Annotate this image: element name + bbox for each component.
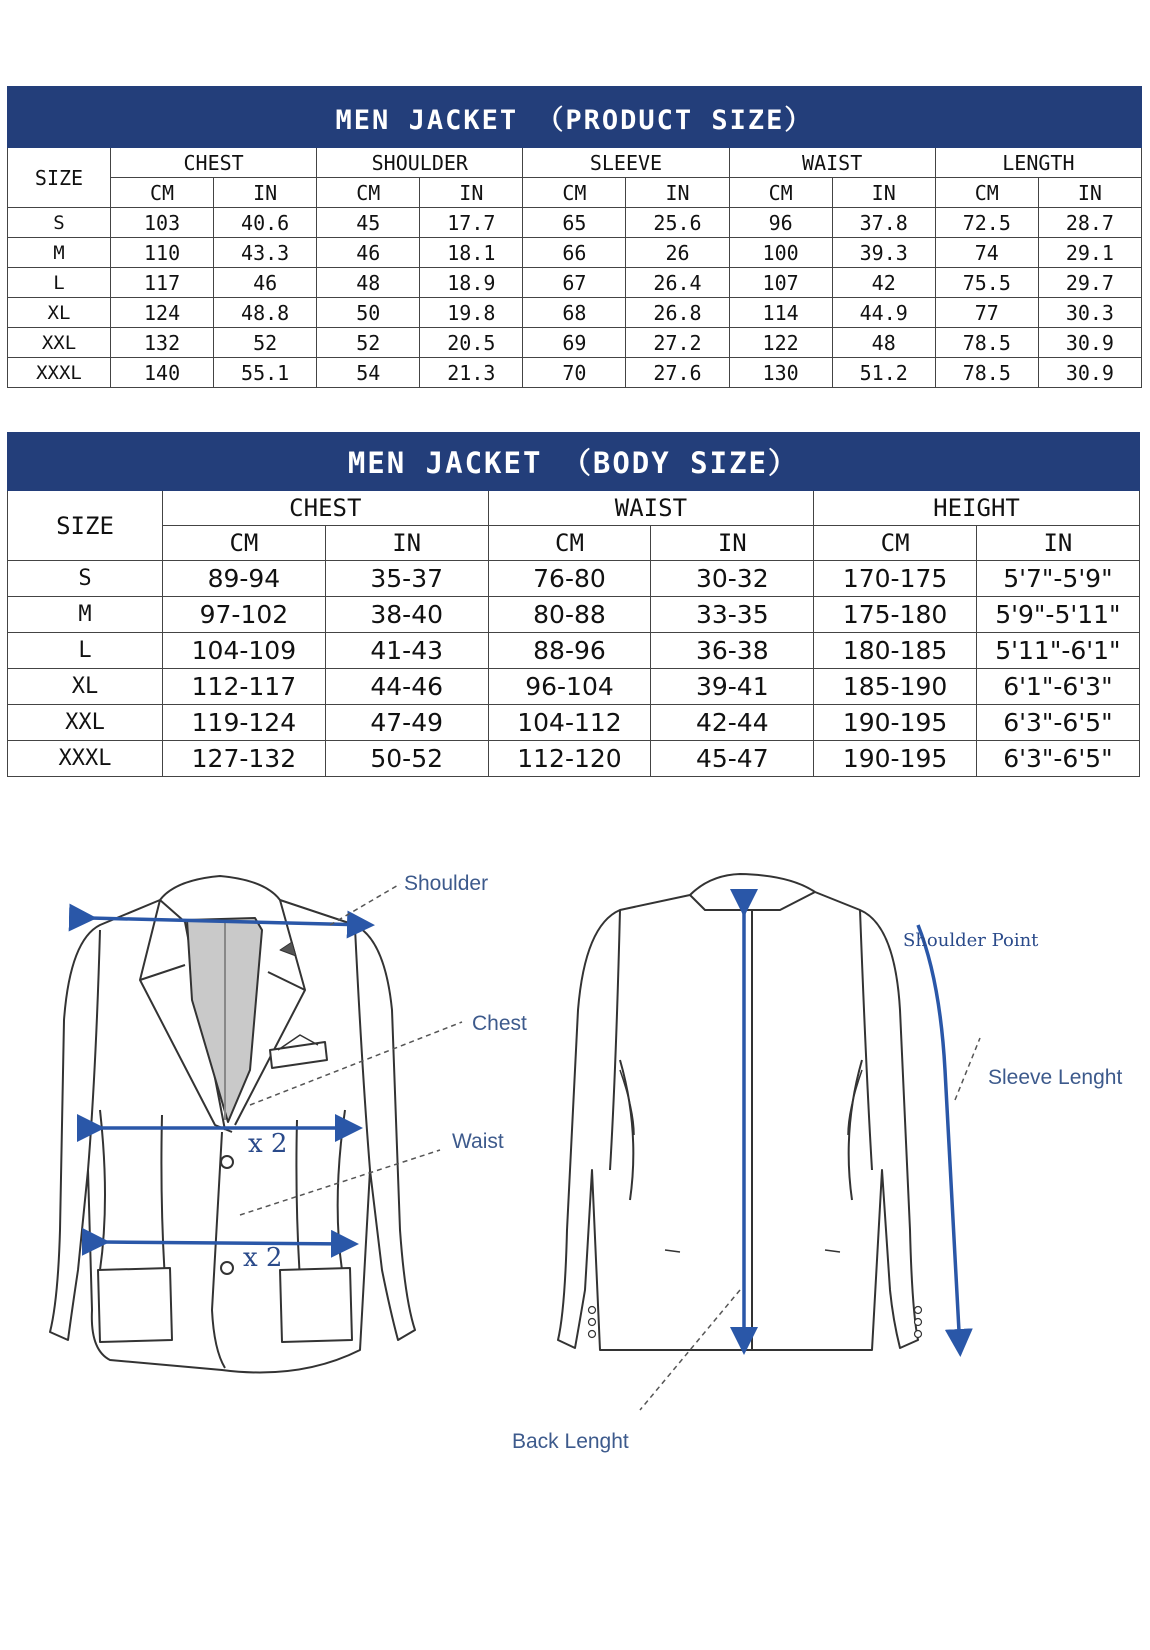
label-chest-multiplier: x 2 [248,1129,288,1159]
product-cell: 20.5 [420,328,523,358]
product-unit-waist-cm: CM [729,178,832,208]
sleeve-length-measure-line [918,925,960,1350]
product-table-row [8,298,1142,328]
product-unit-chest-in: IN [214,178,317,208]
product-cell: 46 [214,268,317,298]
product-unit-shoulder-cm: CM [317,178,420,208]
product-cell: 30.3 [1038,298,1141,328]
body-cell: 6'3"-6'5" [976,741,1139,777]
waist-measure-line [103,1242,352,1244]
product-cell: 21.3 [420,358,523,388]
product-table-row [8,328,1142,358]
body-row-size: L [8,633,163,669]
body-table-title: MEN JACKET （BODY SIZE） [8,433,1140,491]
product-cell: 72.5 [935,208,1038,238]
product-cell: 51.2 [832,358,935,388]
body-cell: 44-46 [325,669,488,705]
product-row-size: XXXL [8,358,111,388]
body-table-row [8,633,1140,669]
body-row-size: M [8,597,163,633]
product-row-size: S [8,208,111,238]
product-cell: 117 [111,268,214,298]
label-waist-multiplier: x 2 [243,1243,283,1273]
body-table-row [8,741,1140,777]
label-shoulder-point: Shoulder Point [903,930,1039,951]
product-cell: 66 [523,238,626,268]
body-cell: 45-47 [651,741,814,777]
product-cell: 40.6 [214,208,317,238]
body-cell: 36-38 [651,633,814,669]
product-cell: 27.2 [626,328,729,358]
body-cell: 127-132 [163,741,326,777]
body-group-height: HEIGHT [814,491,1140,526]
body-table-row [8,705,1140,741]
body-cell: 80-88 [488,597,651,633]
product-cell: 44.9 [832,298,935,328]
body-cell: 35-37 [325,561,488,597]
product-cell: 52 [317,328,420,358]
body-unit-height-in: IN [976,526,1139,561]
product-table-title: MEN JACKET （PRODUCT SIZE） [8,87,1142,148]
product-group-chest: CHEST [111,148,317,178]
product-cell: 78.5 [935,328,1038,358]
product-cell: 19.8 [420,298,523,328]
body-cell: 41-43 [325,633,488,669]
product-cell: 74 [935,238,1038,268]
product-cell: 17.7 [420,208,523,238]
body-size-header: SIZE [8,491,163,561]
product-unit-shoulder-in: IN [420,178,523,208]
product-table-row [8,208,1142,238]
product-cell: 75.5 [935,268,1038,298]
body-cell: 47-49 [325,705,488,741]
product-cell: 42 [832,268,935,298]
body-row-size: XXL [8,705,163,741]
product-row-size: XXL [8,328,111,358]
product-cell: 107 [729,268,832,298]
body-cell: 170-175 [814,561,977,597]
product-cell: 132 [111,328,214,358]
product-cell: 96 [729,208,832,238]
label-back-length: Back Lenght [512,1430,629,1453]
product-cell: 78.5 [935,358,1038,388]
product-cell: 25.6 [626,208,729,238]
body-cell: 76-80 [488,561,651,597]
body-cell: 5'11"-6'1" [976,633,1139,669]
body-row-size: XXXL [8,741,163,777]
product-cell: 28.7 [1038,208,1141,238]
product-cell: 18.1 [420,238,523,268]
product-cell: 30.9 [1038,328,1141,358]
product-cell: 122 [729,328,832,358]
product-unit-row [8,178,1142,208]
body-cell: 185-190 [814,669,977,705]
body-cell: 39-41 [651,669,814,705]
product-cell: 130 [729,358,832,388]
body-row-size: S [8,561,163,597]
product-cell: 48 [317,268,420,298]
body-cell: 180-185 [814,633,977,669]
product-cell: 124 [111,298,214,328]
product-cell: 46 [317,238,420,268]
body-cell: 112-117 [163,669,326,705]
body-table-row [8,597,1140,633]
product-group-length: LENGTH [935,148,1141,178]
product-cell: 29.1 [1038,238,1141,268]
product-cell: 103 [111,208,214,238]
product-row-size: M [8,238,111,268]
product-cell: 68 [523,298,626,328]
product-cell: 27.6 [626,358,729,388]
product-cell: 65 [523,208,626,238]
body-unit-chest-in: IN [325,526,488,561]
product-cell: 43.3 [214,238,317,268]
product-table-row [8,358,1142,388]
body-cell: 175-180 [814,597,977,633]
body-cell: 119-124 [163,705,326,741]
body-table-row [8,669,1140,705]
body-table-row [8,561,1140,597]
product-size-table-body [8,87,1142,388]
product-cell: 26.4 [626,268,729,298]
product-cell: 48 [832,328,935,358]
product-cell: 67 [523,268,626,298]
product-size-table [7,86,1142,388]
body-cell: 88-96 [488,633,651,669]
product-cell: 29.7 [1038,268,1141,298]
body-unit-chest-cm: CM [163,526,326,561]
product-size-header: SIZE [8,148,111,208]
product-unit-sleeve-in: IN [626,178,729,208]
product-table-row [8,238,1142,268]
body-cell: 96-104 [488,669,651,705]
product-cell: 77 [935,298,1038,328]
label-waist: Waist [452,1130,504,1153]
body-cell: 6'3"-6'5" [976,705,1139,741]
product-cell: 100 [729,238,832,268]
body-cell: 97-102 [163,597,326,633]
product-table-row [8,268,1142,298]
product-group-shoulder: SHOULDER [317,148,523,178]
product-cell: 140 [111,358,214,388]
product-row-size: XL [8,298,111,328]
product-cell: 70 [523,358,626,388]
body-group-waist: WAIST [488,491,814,526]
product-cell: 50 [317,298,420,328]
product-cell: 48.8 [214,298,317,328]
product-cell: 18.9 [420,268,523,298]
body-cell: 5'9"-5'11" [976,597,1139,633]
product-unit-waist-in: IN [832,178,935,208]
body-cell: 190-195 [814,741,977,777]
body-unit-waist-in: IN [651,526,814,561]
body-row-size: XL [8,669,163,705]
label-chest: Chest [472,1012,527,1035]
product-cell: 39.3 [832,238,935,268]
label-shoulder: Shoulder [404,872,489,895]
product-cell: 45 [317,208,420,238]
label-sleeve-length: Sleeve Lenght [988,1066,1123,1089]
product-cell: 69 [523,328,626,358]
body-cell: 42-44 [651,705,814,741]
body-cell: 33-35 [651,597,814,633]
body-cell: 30-32 [651,561,814,597]
body-unit-height-cm: CM [814,526,977,561]
body-cell: 38-40 [325,597,488,633]
product-cell: 26 [626,238,729,268]
body-cell: 104-112 [488,705,651,741]
product-cell: 54 [317,358,420,388]
body-unit-waist-cm: CM [488,526,651,561]
body-size-table-body [8,433,1140,777]
body-cell: 104-109 [163,633,326,669]
product-unit-length-in: IN [1038,178,1141,208]
body-cell: 89-94 [163,561,326,597]
jacket-measurement-diagram [0,870,1150,1490]
body-cell: 50-52 [325,741,488,777]
product-cell: 52 [214,328,317,358]
product-group-waist: WAIST [729,148,935,178]
product-cell: 26.8 [626,298,729,328]
product-unit-sleeve-cm: CM [523,178,626,208]
product-cell: 55.1 [214,358,317,388]
product-group-sleeve: SLEEVE [523,148,729,178]
body-cell: 112-120 [488,741,651,777]
product-cell: 110 [111,238,214,268]
front-jacket-drawing [50,876,415,1373]
product-unit-length-cm: CM [935,178,1038,208]
body-group-chest: CHEST [163,491,489,526]
back-jacket-drawing [558,874,922,1350]
body-size-table [7,432,1140,777]
product-cell: 30.9 [1038,358,1141,388]
body-unit-row [8,526,1140,561]
product-cell: 37.8 [832,208,935,238]
product-row-size: L [8,268,111,298]
body-cell: 6'1"-6'3" [976,669,1139,705]
body-cell: 5'7"-5'9" [976,561,1139,597]
product-cell: 114 [729,298,832,328]
product-unit-chest-cm: CM [111,178,214,208]
body-cell: 190-195 [814,705,977,741]
